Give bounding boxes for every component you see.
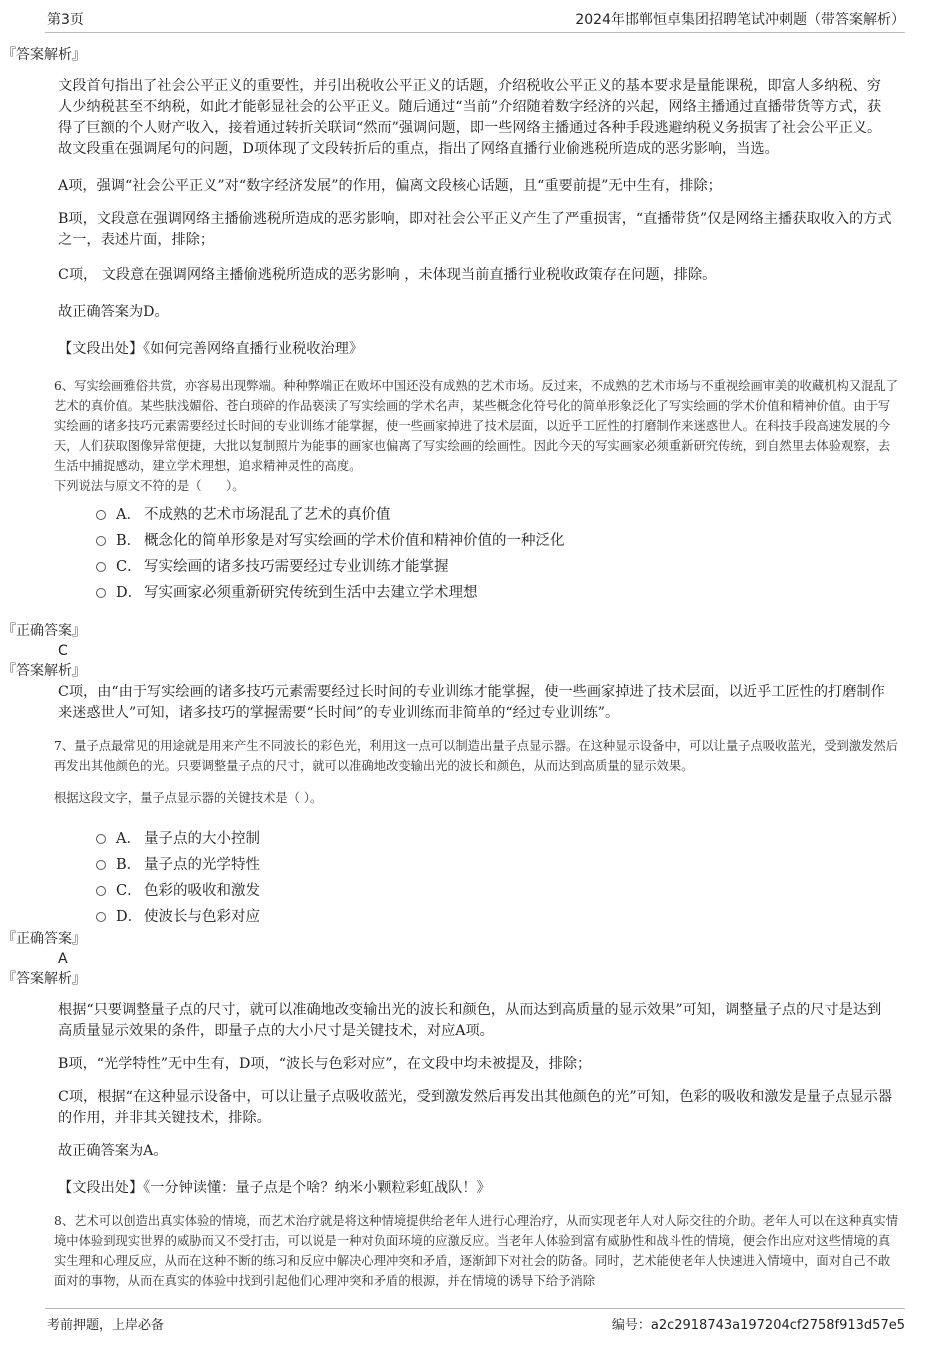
q6-option-c[interactable]: C． 写实绘画的诸多技巧需要经过专业训练才能掌握 <box>96 552 950 578</box>
q7-option-a[interactable]: A． 量子点的大小控制 <box>96 824 950 850</box>
radio-icon[interactable] <box>96 834 106 844</box>
document-body <box>0 44 950 1291</box>
q6-analysis: C项，由“由于写实绘画的诸多技巧元素需要经过长时间的专业训练才能掌握，使一些画家掉进了技术层面，以近乎工匠性的打磨制作来迷惑世人”可知，诸多技巧的掌握需要“长时间”的专业训练而非简单的“经过专业训练”。 <box>58 684 885 721</box>
radio-icon[interactable] <box>96 588 106 598</box>
q7-analysis-para: C项，根据“在这种显示设备中，可以让量子点吸收蓝光，受到激发然后再发出其他颜色的光”可知，色彩的吸收和激发是量子点显示器的作用，并非其关键技术，排除。 <box>58 1089 893 1126</box>
q6-option-d[interactable]: D． 写实画家必须重新研究传统到生活中去建立学术理想 <box>96 578 950 604</box>
q7-option-d[interactable]: D． 使波长与色彩对应 <box>96 902 950 928</box>
q5-analysis-para: 文段首句指出了社会公平正义的重要性，并引出税收公平正义的话题，介绍税收公平正义的基本要求是量能课税，即富人多纳税、穷人少纳税甚至不纳税，如此才能彰显社会的公平正义。随后通过“当前”介绍随着数字经济的兴起，网络主播通过直播带货等方式，获得了巨额的个人财产收入，接着通过转折关联词“然而”强调问题，即一些网络主播通过各种手段逃避纳税义务损害了社会公平正义。故文段重在强调尾句的问题，D项体现了文段转折后的重点，指出了网络直播行业偷逃税所造成的恶劣影响，当选。 <box>58 78 882 157</box>
q7-answer-label: 『正确答案』 <box>2 931 86 947</box>
q7-answer: A <box>58 951 68 967</box>
document-title: 2024年邯郸恒卓集团招聘笔试冲刺题（带答案解析） <box>575 12 905 28</box>
q7-options <box>0 824 950 928</box>
q6-answer-label: 『正确答案』 <box>2 623 86 639</box>
radio-icon[interactable] <box>96 510 106 520</box>
q6-option-a[interactable]: A． 不成熟的艺术市场混乱了艺术的真价值 <box>96 500 950 526</box>
q7-analysis-para: 根据“只要调整量子点的尺寸，就可以准确地改变输出光的波长和颜色，从而达到高质量的显示效果”可知，调整量子点的尺寸是达到高质量显示效果的条件，即量子点的大小尺寸是关键技术，对应A项。 <box>58 1002 882 1039</box>
q8-stem: 8、艺术可以创造出真实体验的情境，而艺术治疗就是将这种情境提供给老年人进行心理治疗，从而实现老年人对人际交往的介助。老年人可以在这种真实情境中体验到现实世界的威胁而又不受打击，可以说是一种对负面环境的应激反应。当老年人体验到富有威胁性和战斗性的情境，便会作出应对这些情境的真实生理和心理反应，从而在这种不断的练习和反应中解决心理冲突和矛盾，逐渐卸下对社会的防备。同时，艺术能使老年人快速进入情境中，面对自己不敢面对的事物，从而在真实的体验中找到引起他们心理冲突和矛盾的根源，并在情境的诱导下给予消除 <box>54 1214 899 1288</box>
q6-question: 下列说法与原文不符的是（ ）。 <box>54 479 245 493</box>
q5-analysis-para: C项， 文段意在强调网络主播偷逃税所造成的恶劣影响 ，未体现当前直播行业税收政策存在问题，排除。 <box>58 267 717 283</box>
q7-conclusion: 故正确答案为A。 <box>58 1143 168 1159</box>
q7-analysis-label: 『答案解析』 <box>2 971 86 987</box>
q6-analysis-label: 『答案解析』 <box>2 663 86 679</box>
page-header <box>0 0 950 34</box>
q5-conclusion: 故正确答案为D。 <box>58 304 169 320</box>
q7-option-b[interactable]: B． 量子点的光学特性 <box>96 850 950 876</box>
q7-source: 【文段出处】《一分钟读懂：量子点是个啥？纳米小颗粒彩虹战队！》 <box>58 1180 491 1196</box>
radio-icon[interactable] <box>96 860 106 870</box>
q7-option-c[interactable]: C． 色彩的吸收和激发 <box>96 876 950 902</box>
q6-answer: C <box>58 643 68 659</box>
q5-analysis-para: A项，强调“社会公平正义”对“数字经济发展”的作用，偏离文段核心话题，且“重要前提”无中生有，排除； <box>58 178 722 194</box>
radio-icon[interactable] <box>96 562 106 572</box>
q7-question: 根据这段文字，量子点显示器的关键技术是（ ）。 <box>54 791 323 805</box>
q5-source: 【文段出处】《如何完善网络直播行业税收治理》 <box>58 341 364 357</box>
radio-icon[interactable] <box>96 886 106 896</box>
radio-icon[interactable] <box>96 536 106 546</box>
radio-icon[interactable] <box>96 912 106 922</box>
footer-code: 编号：a2c2918743a197204cf2758f913d57e5 <box>611 1318 905 1333</box>
q6-options <box>0 500 950 604</box>
q7-analysis-para: B项，“光学特性”无中生有，D项，“波长与色彩对应”，在文段中均未被提及，排除； <box>58 1056 592 1072</box>
q6-option-b[interactable]: B． 概念化的简单形象是对写实绘画的学术价值和精神价值的一种泛化 <box>96 526 950 552</box>
header-divider <box>45 32 905 33</box>
footer-slogan: 考前押题，上岸必备 <box>47 1318 165 1333</box>
page-number: 第3页 <box>47 12 84 28</box>
q5-analysis-label: 『答案解析』 <box>2 47 86 63</box>
footer-divider <box>45 1308 905 1309</box>
q7-stem: 7、量子点最常见的用途就是用来产生不同波长的彩色光，利用这一点可以制造出量子点显示器。在这种显示设备中，可以让量子点吸收蓝光，受到激发然后再发出其他颜色的光。只要调整量子点的尺寸，就可以准确地改变输出光的波长和颜色，从而达到高质量的显示效果。 <box>54 739 899 773</box>
q6-stem: 6、写实绘画雅俗共赏，亦容易出现弊端。种种弊端正在败坏中国还没有成熟的艺术市场。反过来，不成熟的艺术市场与不重视绘画审美的收藏机构又混乱了艺术的真价值。某些肤浅媚俗、苍白琐碎的作品亵渎了写实绘画的学术名声，某些概念化符号化的简单形象泛化了写实绘画的学术价值和精神价值。由于写实绘画的诸多技巧元素需要经过长时间的专业训练才能掌握，使一些画家掉进了技术层面，以近乎工匠性的打磨制作来迷惑世人。在科技手段高速发展的今天，人们获取图像异常便捷，大批以复制照片为能事的画家也偏离了写实绘画的绘画性。因此今天的写实画家必须重新研究传统，到自然里去体验观察，去生活中捕捉感动，建立学术理想，追求精神灵性的高度。 <box>54 379 899 473</box>
q5-analysis-para: B项，文段意在强调网络主播偷逃税所造成的恶劣影响，即对社会公平正义产生了严重损害，“直播带货”仅是网络主播获取收入的方式之一，表述片面，排除； <box>58 211 892 248</box>
